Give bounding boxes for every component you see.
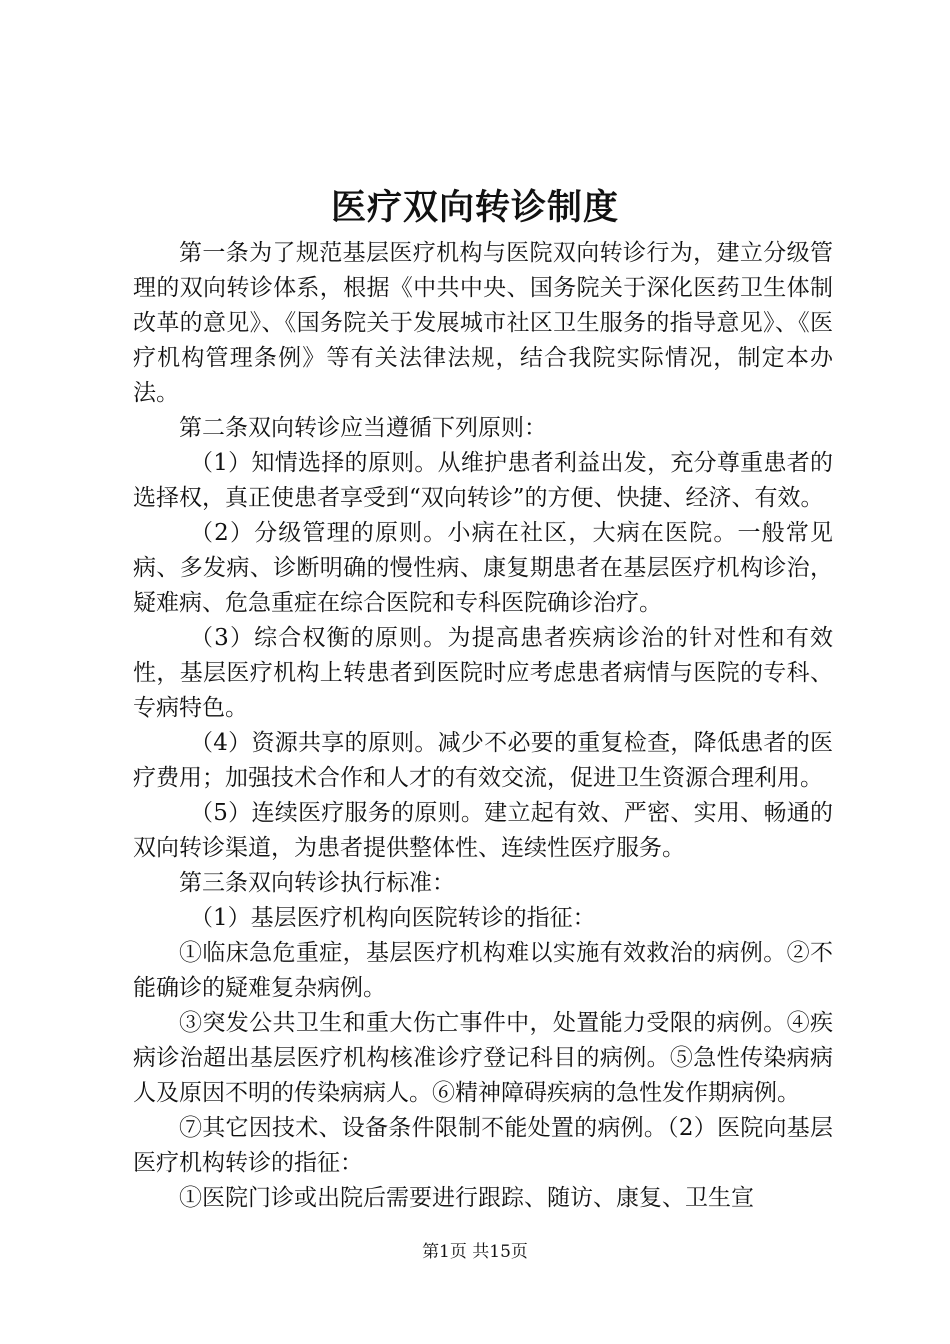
paragraph: 第一条为了规范基层医疗机构与医院双向转诊行为，建立分级管理的双向转诊体系，根据《中共中央、国务院关于深化医药卫生体制改革的意见》、《国务院关于发展城市社区卫生服务的指导意见》、《医疗机构管理条例》等有关法律法规，结合我院实际情况，制定本办法。 bbox=[133, 240, 833, 406]
paragraph: （3）综合权衡的原则。为提高患者疾病诊治的针对性和有效性，基层医疗机构上转患者到医院时应考虑患者病情与医院的专科、专病特色。 bbox=[133, 625, 833, 721]
paragraph: 第三条双向转诊执行标准： bbox=[179, 870, 455, 896]
document-body bbox=[133, 236, 833, 1216]
document-title: 医疗双向转诊制度 bbox=[330, 187, 619, 228]
paragraph: （4）资源共享的原则。减少不必要的重复检查，降低患者的医疗费用；加强技术合作和人才的有效交流，促进卫生资源合理利用。 bbox=[133, 730, 833, 791]
paragraph: （2）分级管理的原则。小病在社区，大病在医院。一般常见病、多发病、诊断明确的慢性病、康复期患者在基层医疗机构诊治，疑难病、危急重症在综合医院和专科医院确诊治疗。 bbox=[133, 520, 833, 616]
paragraph: ⑦其它因技术、设备条件限制不能处置的病例。（2）医院向基层医疗机构转诊的指征： bbox=[133, 1115, 833, 1176]
paragraph: 第二条双向转诊应当遵循下列原则： bbox=[179, 415, 547, 441]
paragraph: （1）基层医疗机构向医院转诊的指征： bbox=[190, 905, 596, 931]
paragraph: ①临床急危重症，基层医疗机构难以实施有效救治的病例。②不能确诊的疑难复杂病例。 bbox=[133, 940, 833, 1001]
paragraph: （5）连续医疗服务的原则。建立起有效、严密、实用、畅通的双向转诊渠道，为患者提供整体性、连续性医疗服务。 bbox=[133, 800, 833, 861]
paragraph: ①医院门诊或出院后需要进行跟踪、随访、康复、卫生宣 bbox=[179, 1185, 754, 1211]
paragraph: ③突发公共卫生和重大伤亡事件中，处置能力受限的病例。④疾病诊治超出基层医疗机构核准诊疗登记科目的病例。⑤急性传染病病人及原因不明的传染病病人。⑥精神障碍疾病的急性发作期病例。 bbox=[133, 1010, 833, 1106]
paragraph: （1）知情选择的原则。从维护患者利益出发，充分尊重患者的选择权，真正使患者享受到“双向转诊”的方便、快捷、经济、有效。 bbox=[133, 450, 833, 511]
page-footer: 第1页 共15页 bbox=[422, 1242, 528, 1262]
